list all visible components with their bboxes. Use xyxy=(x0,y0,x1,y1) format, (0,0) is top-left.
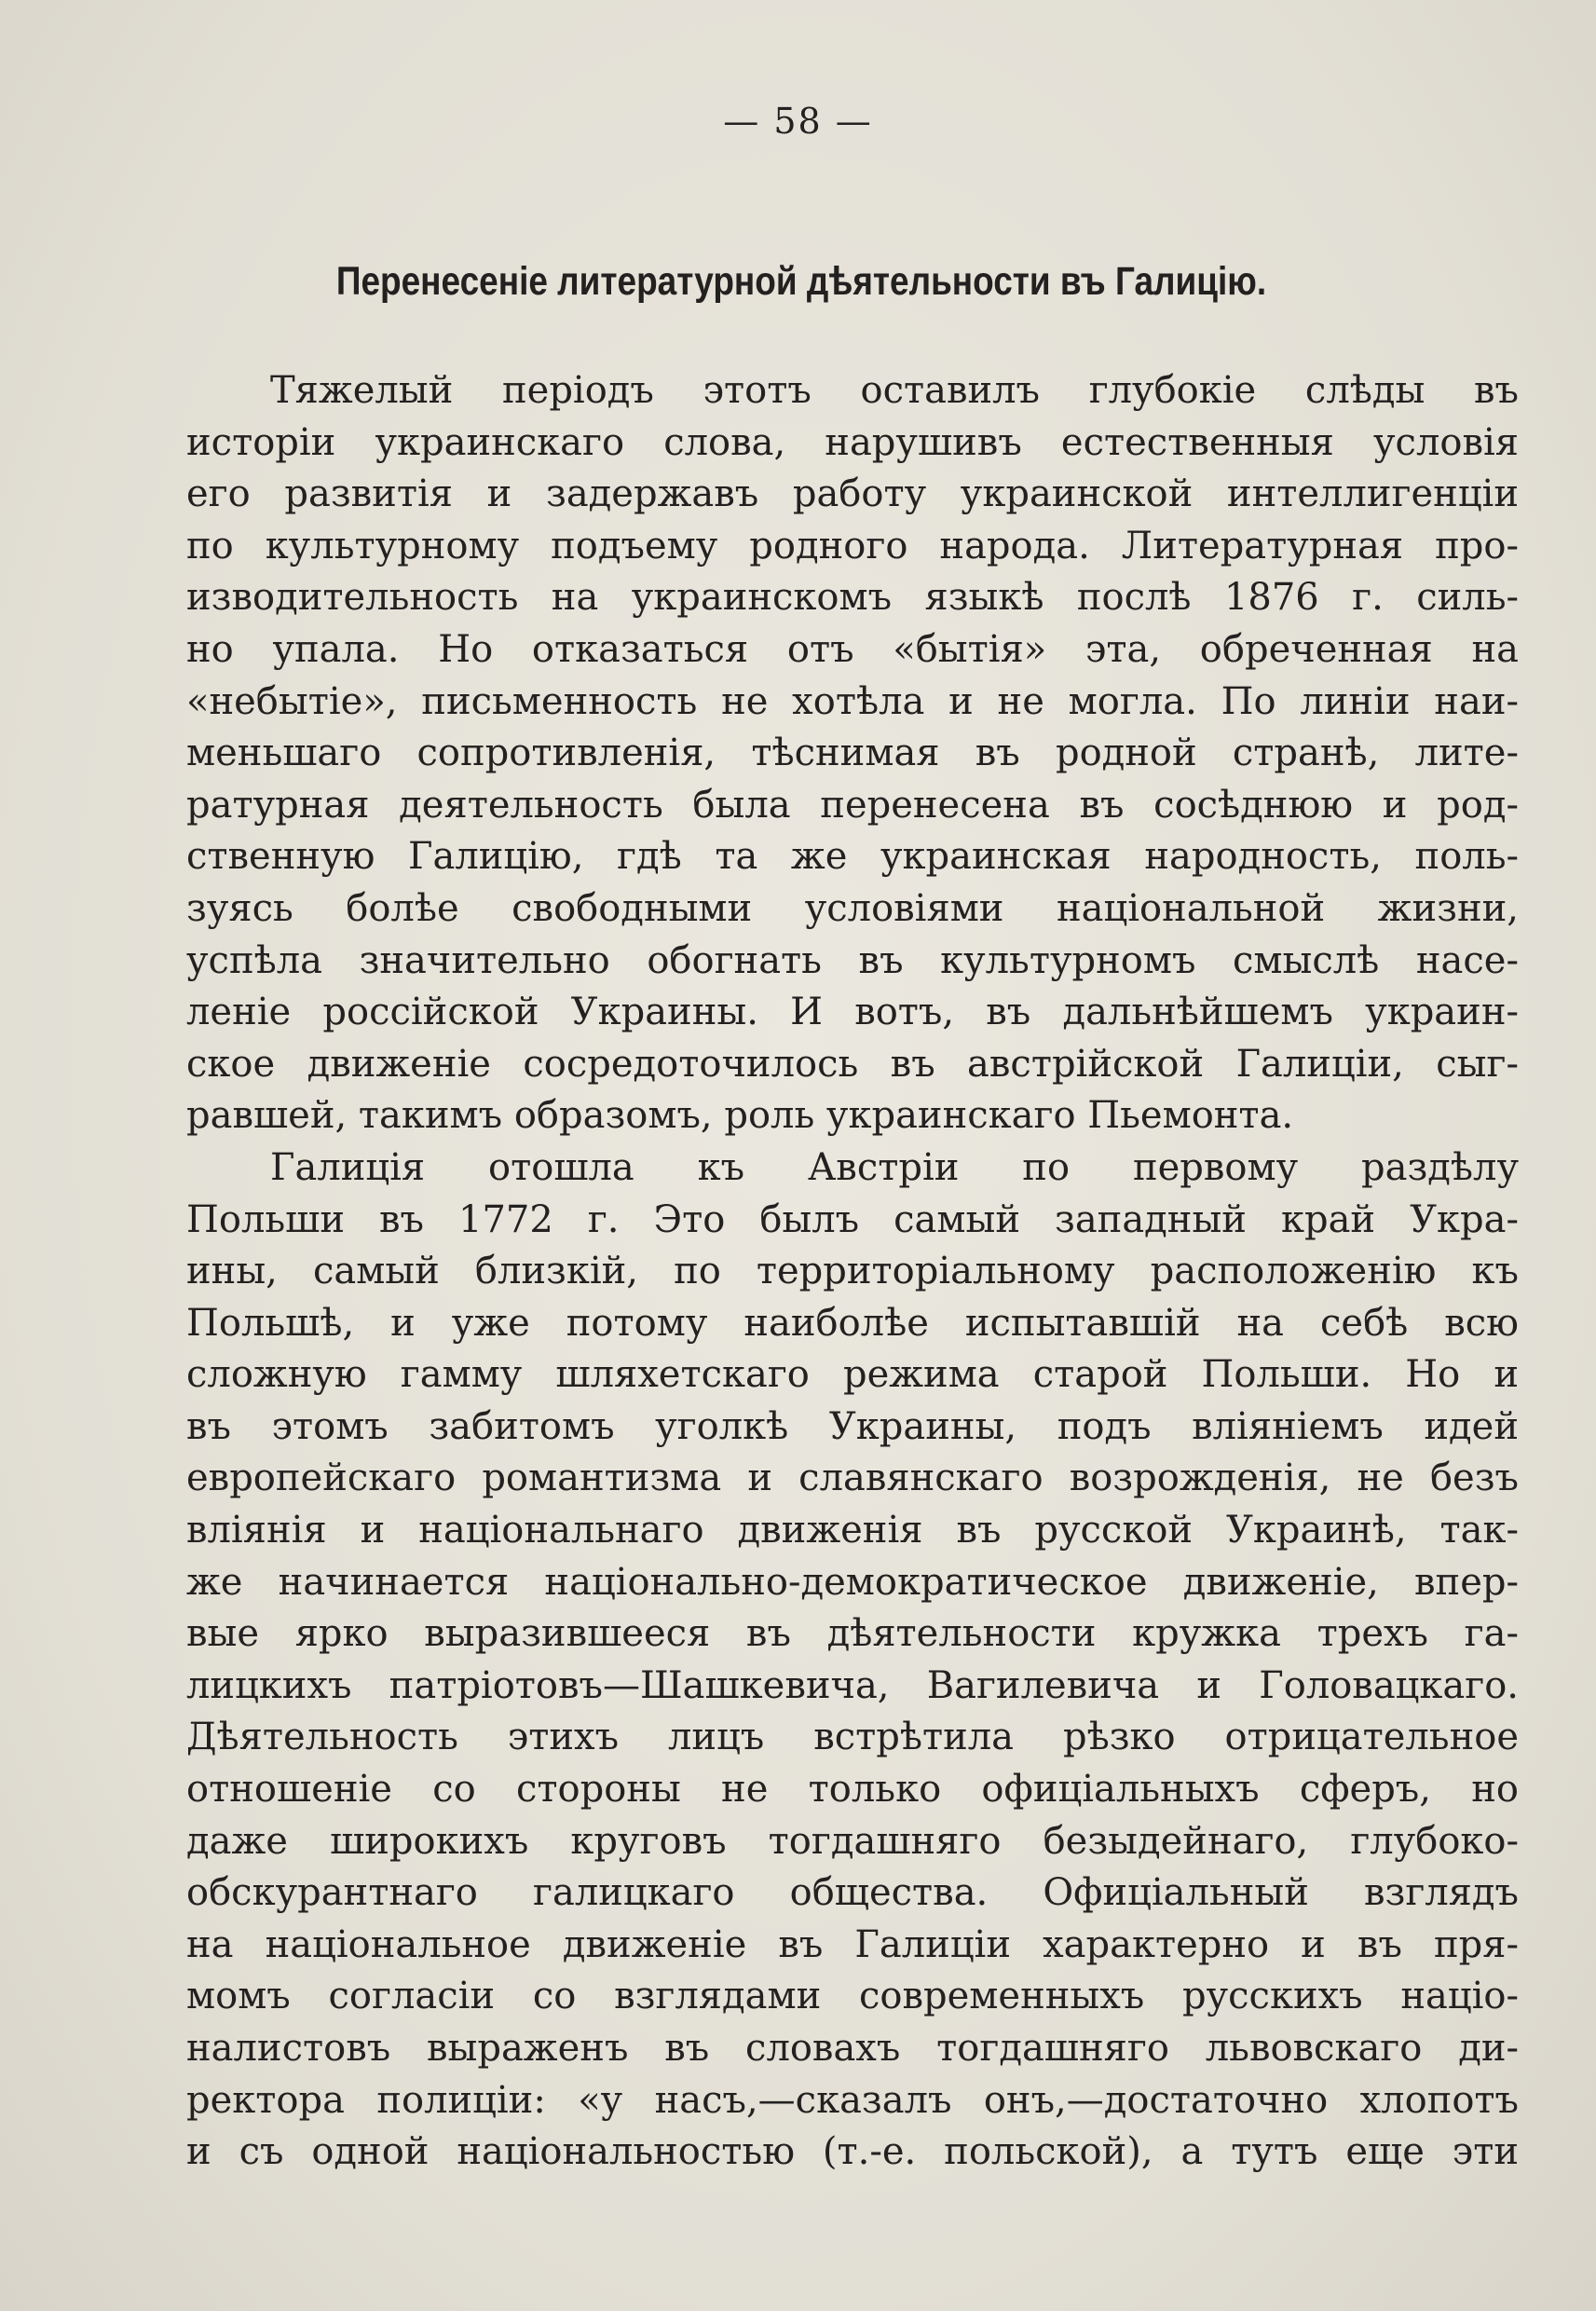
text-line: ратурная деятельность была перенесена въ сосѣднюю и род- xyxy=(186,783,1519,827)
text-line: успѣла значительно обогнать въ культурномъ смыслѣ насе- xyxy=(186,938,1519,982)
body-text xyxy=(186,365,1519,2179)
text-line: зуясь болѣе свободными условіями національной жизни, xyxy=(186,886,1519,930)
text-line: Польшѣ, и уже потому наиболѣе испытавшій на себѣ всю xyxy=(186,1301,1519,1345)
text-line: ректора полиціи: «у насъ,—сказалъ онъ,—достаточно хлопотъ xyxy=(186,2078,1519,2122)
text-line: отношеніе со стороны не только офиціальныхъ сферъ, но xyxy=(186,1768,1519,1812)
text-line: Тяжелый періодъ этотъ оставилъ глубокіе слѣды въ xyxy=(270,369,1519,412)
text-line: и съ одной національностью (т.-е. польской), а тутъ еще эти xyxy=(186,2130,1519,2174)
text-line: обскурантнаго галицкаго общества. Офиціальный взглядъ xyxy=(186,1871,1519,1915)
text-line: вліянія и національнаго движенія въ русской Украинѣ, так- xyxy=(186,1509,1519,1552)
text-line: даже широкихъ круговъ тогдашняго безыдейнаго, глубоко- xyxy=(186,1819,1519,1863)
text-line: его развитія и задержавъ работу украинской интеллигенціи xyxy=(186,472,1519,516)
text-line: вые ярко выразившееся въ дѣятельности кружка трехъ га- xyxy=(186,1612,1519,1656)
text-line: но упала. Но отказаться отъ «бытія» эта, обреченная на xyxy=(186,627,1519,671)
text-line: сложную гамму шляхетскаго режима старой Польши. Но и xyxy=(186,1353,1519,1397)
text-line: равшей, такимъ образомъ, роль украинскаго Пьемонта. xyxy=(186,1094,1294,1138)
text-line: исторіи украинскаго слова, нарушивъ естественныя условія xyxy=(186,420,1519,464)
text-line: Галиція отошла къ Австріи по первому раздѣлу xyxy=(270,1145,1519,1189)
text-line: момъ согласіи со взглядами современныхъ русскихъ націо- xyxy=(186,1975,1519,2018)
text-line: леніе россійской Украины. И вотъ, въ дальнѣйшемъ украин- xyxy=(186,991,1519,1034)
text-line: изводительность на украинскомъ языкѣ послѣ 1876 г. силь- xyxy=(186,576,1519,620)
text-line: европейскаго романтизма и славянскаго возрожденія, не безъ xyxy=(186,1456,1519,1500)
text-line: ины, самый близкій, по территоріальному расположенію къ xyxy=(186,1250,1519,1293)
text-line: на національное движеніе въ Галиціи характерно и въ пря- xyxy=(186,1922,1519,1966)
chapter-heading: Перенесеніе литературной дѣятельности въ Галицію. xyxy=(335,259,1267,304)
text-line: Дѣятельность этихъ лицъ встрѣтила рѣзко отрицательное xyxy=(186,1716,1519,1759)
text-line: по культурному подъему родного народа. Литературная про- xyxy=(186,524,1519,567)
text-line: же начинается національно-демократическое движеніе, впер- xyxy=(186,1560,1519,1604)
text-line: лицкихъ патріотовъ—Шашкевича, Вагилевича и Головацкаго. xyxy=(186,1663,1519,1707)
text-line: налистовъ выраженъ въ словахъ тогдашняго львовскаго ди- xyxy=(186,2027,1519,2070)
text-line: «небытіе», письменность не хотѣла и не могла. По линіи наи- xyxy=(186,679,1519,723)
text-line: ское движеніе сосредоточилось въ австрійской Галиціи, сыг- xyxy=(186,1042,1519,1086)
text-line: ственную Галицію, гдѣ та же украинская народность, поль- xyxy=(186,835,1519,879)
text-line: меньшаго сопротивленія, тѣснимая въ родной странѣ, лите- xyxy=(186,732,1519,775)
page-number: — 58 — xyxy=(723,101,873,142)
text-line: Польши въ 1772 г. Это былъ самый западный край Укра- xyxy=(186,1197,1519,1241)
text-line: въ этомъ забитомъ уголкѣ Украины, подъ вліяніемъ идей xyxy=(186,1404,1519,1448)
